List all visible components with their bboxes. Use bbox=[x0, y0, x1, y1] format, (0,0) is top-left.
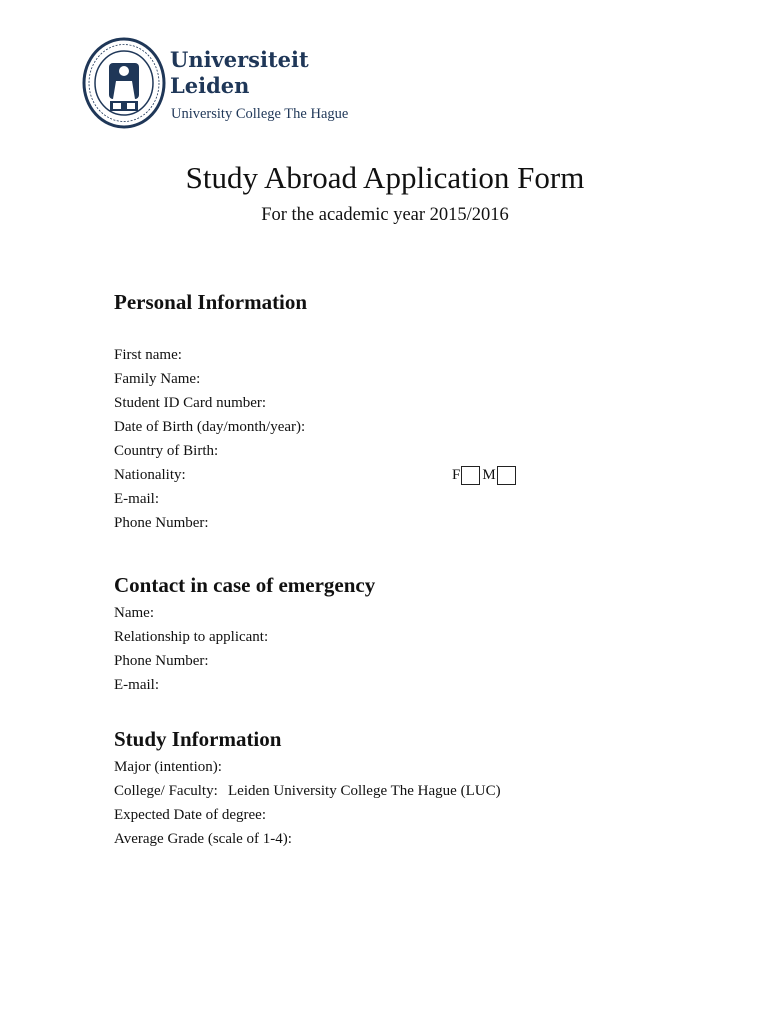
expected-degree-date-label: Expected Date of degree: bbox=[114, 807, 266, 823]
college-faculty-value: Leiden University College The Hague (LUC) bbox=[228, 783, 501, 799]
phone-number-label: Phone Number: bbox=[114, 515, 209, 531]
gender-female-label: F bbox=[452, 467, 461, 483]
gender-male-label: M bbox=[482, 467, 496, 483]
first-name-label: First name: bbox=[114, 347, 182, 363]
nationality-label: Nationality: bbox=[114, 467, 186, 483]
gender-male-checkbox[interactable] bbox=[497, 466, 516, 485]
emergency-relationship-label: Relationship to applicant: bbox=[114, 629, 269, 645]
personal-information-heading: Personal Information bbox=[114, 290, 308, 314]
emergency-phone-label: Phone Number: bbox=[114, 653, 209, 669]
university-seal-logo bbox=[82, 37, 166, 129]
gender-selector bbox=[452, 466, 518, 485]
average-grade-label: Average Grade (scale of 1-4): bbox=[114, 831, 292, 847]
family-name-label: Family Name: bbox=[114, 371, 201, 387]
email-label: E-mail: bbox=[114, 491, 159, 507]
form-subtitle: For the academic year 2015/2016 bbox=[261, 205, 509, 225]
emergency-name-label: Name: bbox=[114, 605, 154, 621]
emergency-email-label: E-mail: bbox=[114, 677, 159, 693]
university-name-line2: Leiden bbox=[170, 73, 250, 98]
major-label: Major (intention): bbox=[114, 759, 222, 775]
form-title: Study Abroad Application Form bbox=[185, 160, 585, 195]
college-name: University College The Hague bbox=[171, 106, 349, 122]
country-of-birth-label: Country of Birth: bbox=[114, 443, 219, 459]
student-id-label: Student ID Card number: bbox=[114, 395, 267, 411]
date-of-birth-label: Date of Birth (day/month/year): bbox=[114, 419, 306, 435]
gender-female-checkbox[interactable] bbox=[461, 466, 480, 485]
college-faculty-label: College/ Faculty: bbox=[114, 783, 218, 799]
university-name-line1: Universiteit bbox=[170, 47, 309, 72]
emergency-contact-heading: Contact in case of emergency bbox=[114, 573, 376, 597]
study-information-heading: Study Information bbox=[114, 727, 282, 751]
